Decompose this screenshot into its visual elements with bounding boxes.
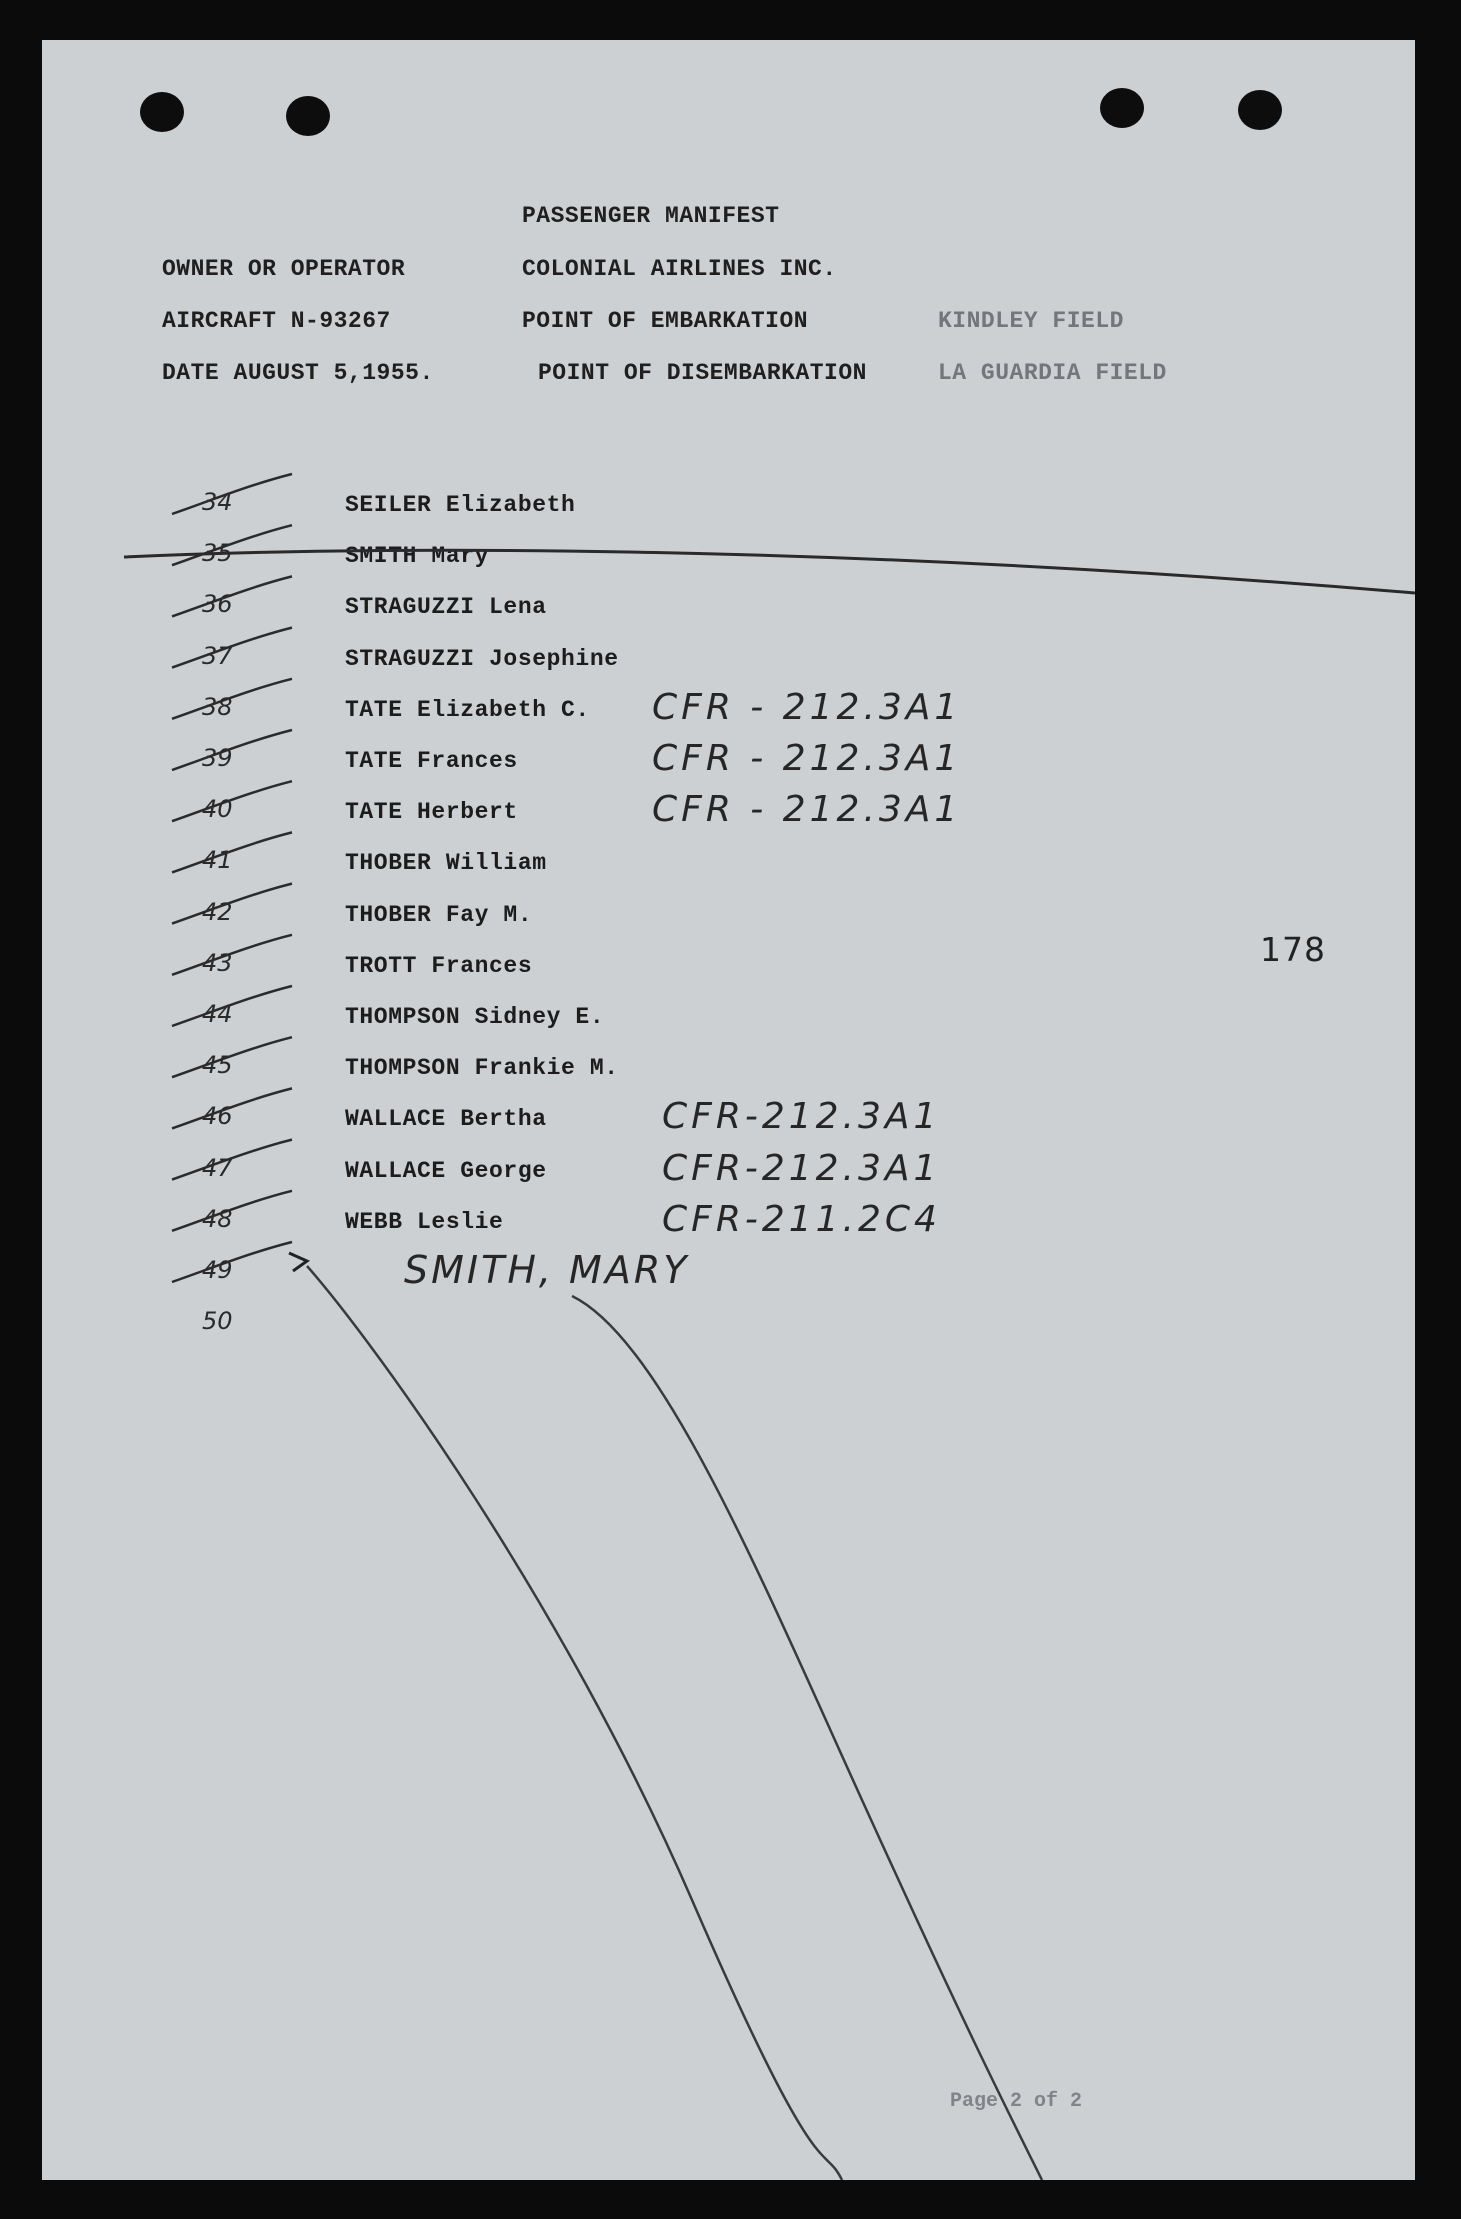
passenger-number: 34 xyxy=(202,488,233,516)
manifest-title: PASSENGER MANIFEST xyxy=(522,203,780,229)
passenger-number: 41 xyxy=(202,846,233,875)
passenger-name: WALLACE George xyxy=(345,1157,547,1184)
page-footer: Page 2 of 2 xyxy=(950,2090,1083,2113)
passenger-name: TATE Frances xyxy=(345,748,518,774)
owner-value: COLONIAL AIRLINES INC. xyxy=(522,256,837,282)
check-off-stroke xyxy=(172,1140,292,1180)
check-off-stroke xyxy=(172,628,292,668)
aircraft-label: AIRCRAFT N-93267 xyxy=(162,308,391,334)
embarkation-value: KINDLEY FIELD xyxy=(938,308,1124,334)
passenger-number: 47 xyxy=(202,1153,233,1182)
passenger-number: 36 xyxy=(202,590,233,619)
check-off-stroke xyxy=(172,832,292,875)
date-label: DATE AUGUST 5,1955. xyxy=(162,360,434,386)
stamp-number: 178 xyxy=(1260,930,1326,969)
passenger-name: TATE Herbert xyxy=(345,799,518,826)
passenger-name: STRAGUZZI Lena xyxy=(345,594,547,621)
check-off-stroke xyxy=(172,1242,292,1282)
passenger-number: 37 xyxy=(202,641,233,670)
pen-line xyxy=(307,1266,842,2180)
check-off-stroke xyxy=(172,474,292,514)
cfr-note: CFR - 212.3A1 xyxy=(652,738,962,779)
check-off-stroke xyxy=(172,884,292,924)
check-off-stroke xyxy=(172,730,292,770)
passenger-number: 49 xyxy=(202,1256,233,1284)
disembarkation-label: POINT OF DISEMBARKATION xyxy=(538,360,867,386)
pen-marks xyxy=(42,40,1415,2180)
cfr-note: CFR-212.3A1 xyxy=(662,1096,941,1138)
cfr-note: CFR - 212.3A1 xyxy=(652,686,962,728)
check-off-stroke xyxy=(172,525,292,568)
passenger-number: 38 xyxy=(202,692,233,721)
passenger-number: 40 xyxy=(202,795,233,824)
passenger-name: TROTT Frances xyxy=(345,952,533,979)
passenger-name: WALLACE Bertha xyxy=(345,1106,547,1133)
cfr-note: CFR-211.2C4 xyxy=(662,1198,941,1240)
passenger-number: 50 xyxy=(202,1307,233,1336)
passenger-name: TATE Elizabeth C. xyxy=(345,696,590,723)
passenger-name: THOMPSON Frankie M. xyxy=(345,1055,619,1082)
passenger-name: THOMPSON Sidney E. xyxy=(345,1004,605,1030)
manifest-page xyxy=(42,40,1415,2180)
passenger-number: 35 xyxy=(202,539,233,568)
pen-line xyxy=(572,1296,1042,2180)
disembarkation-value: LA GUARDIA FIELD xyxy=(938,360,1167,386)
passenger-number: 46 xyxy=(202,1102,233,1131)
cfr-note: CFR - 212.3A1 xyxy=(652,789,962,831)
passenger-name: STRAGUZZI Josephine xyxy=(345,645,619,672)
passenger-name: WEBB Leslie xyxy=(345,1208,504,1235)
passenger-number: 44 xyxy=(202,1000,233,1028)
strike-through-line xyxy=(124,550,1415,593)
embarkation-label: POINT OF EMBARKATION xyxy=(522,308,809,334)
insertion-arrow xyxy=(289,1253,307,1271)
check-off-stroke xyxy=(172,576,292,619)
check-off-stroke xyxy=(172,1037,292,1080)
passenger-number: 43 xyxy=(202,948,233,977)
owner-label: OWNER OR OPERATOR xyxy=(162,256,406,282)
handwritten-addition: SMITH, MARY xyxy=(404,1248,690,1292)
passenger-name: SMITH Mary xyxy=(345,543,490,570)
passenger-number: 39 xyxy=(202,744,233,772)
passenger-number: 45 xyxy=(202,1051,233,1080)
passenger-name: THOBER William xyxy=(345,850,547,877)
passenger-number: 48 xyxy=(202,1204,233,1233)
passenger-number: 42 xyxy=(202,897,233,926)
passenger-name: THOBER Fay M. xyxy=(345,901,533,928)
cfr-note: CFR-212.3A1 xyxy=(662,1147,941,1189)
check-off-stroke xyxy=(172,1191,292,1231)
check-off-stroke xyxy=(172,781,292,824)
check-off-stroke xyxy=(172,1088,292,1131)
check-off-stroke xyxy=(172,935,292,975)
passenger-name: SEILER Elizabeth xyxy=(345,492,576,518)
check-off-stroke xyxy=(172,986,292,1026)
check-off-stroke xyxy=(172,679,292,719)
